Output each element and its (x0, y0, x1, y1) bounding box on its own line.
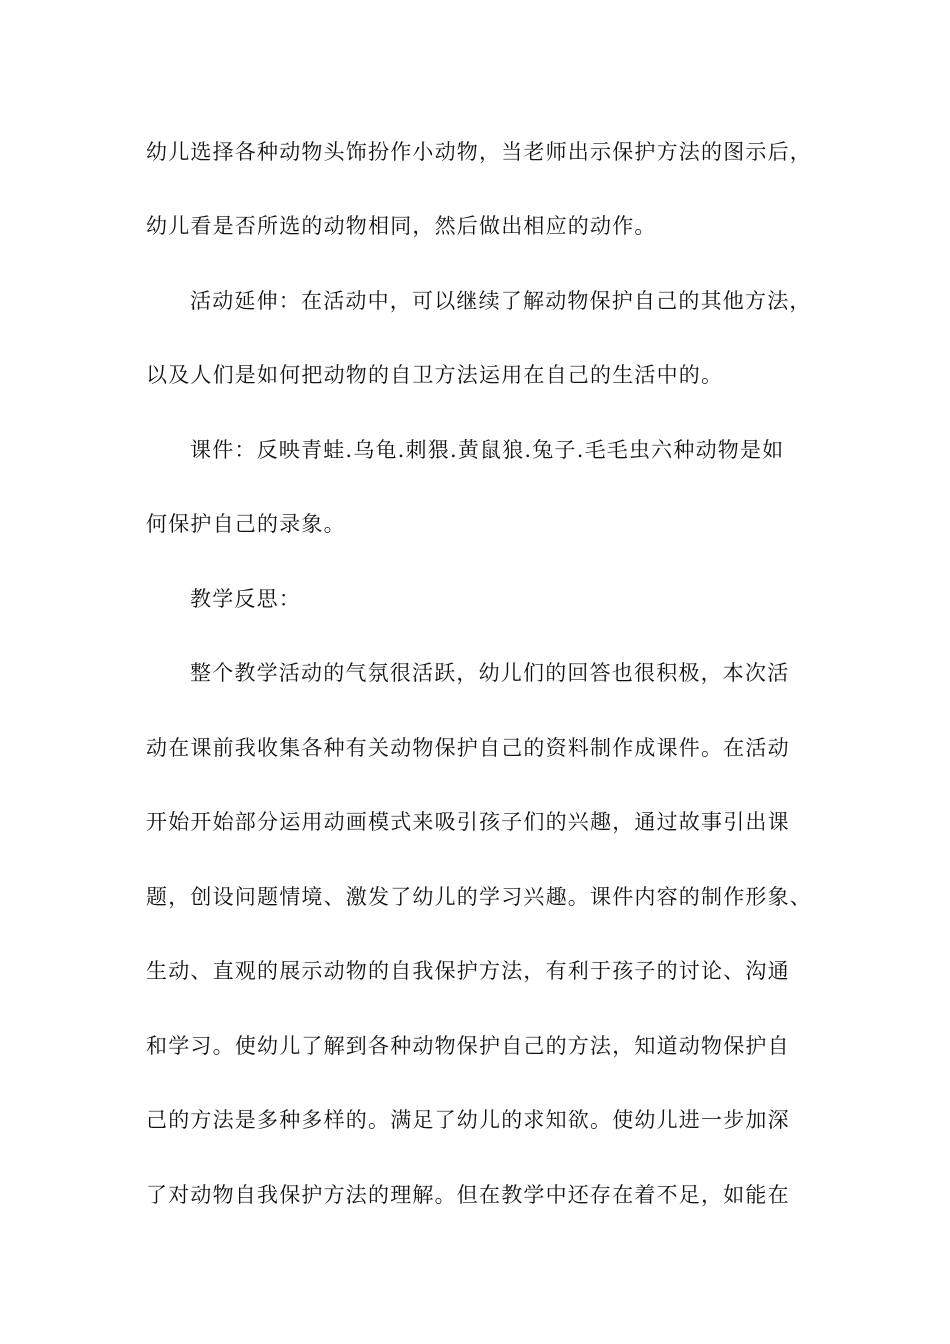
paragraph-line: 题，创设问题情境、激发了幼儿的学习兴趣。课件内容的制作形象、 (146, 885, 812, 909)
paragraph-line: 何保护自己的录象。 (146, 512, 346, 536)
paragraph-line: 幼儿选择各种动物头饰扮作小动物，当老师出示保护方法的图示后， (146, 140, 812, 164)
paragraph-line: 整个教学活动的气氛很活跃，幼儿们的回答也很积极，本次活 (190, 661, 790, 685)
paragraph-line: 幼儿看是否所选的动物相同，然后做出相应的动作。 (146, 214, 657, 238)
paragraph-line: 活动延伸：在活动中，可以继续了解动物保护自己的其他方法， (190, 289, 812, 313)
paragraph-line: 开始开始部分运用动画模式来吸引孩子们的兴趣，通过故事引出课 (146, 810, 790, 834)
paragraph-line: 动在课前我收集各种有关动物保护自己的资料制作成课件。在活动 (146, 736, 790, 760)
paragraph-line: 课件：反映青蛙.乌龟.刺猥.黄鼠狼.兔子.毛毛虫六种动物是如 (190, 438, 785, 462)
section-heading: 教学反思： (190, 587, 301, 611)
paragraph-line: 了对动物自我保护方法的理解。但在教学中还存在着不足，如能在 (146, 1183, 790, 1207)
paragraph-line: 以及人们是如何把动物的自卫方法运用在自己的生活中的。 (146, 363, 724, 387)
paragraph-line: 己的方法是多种多样的。满足了幼儿的求知欲。使幼儿进一步加深 (146, 1108, 790, 1132)
paragraph-line: 生动、直观的展示动物的自我保护方法，有利于孩子的讨论、沟通 (146, 959, 790, 983)
paragraph-line: 和学习。使幼儿了解到各种动物保护自己的方法，知道动物保护自 (146, 1034, 790, 1058)
